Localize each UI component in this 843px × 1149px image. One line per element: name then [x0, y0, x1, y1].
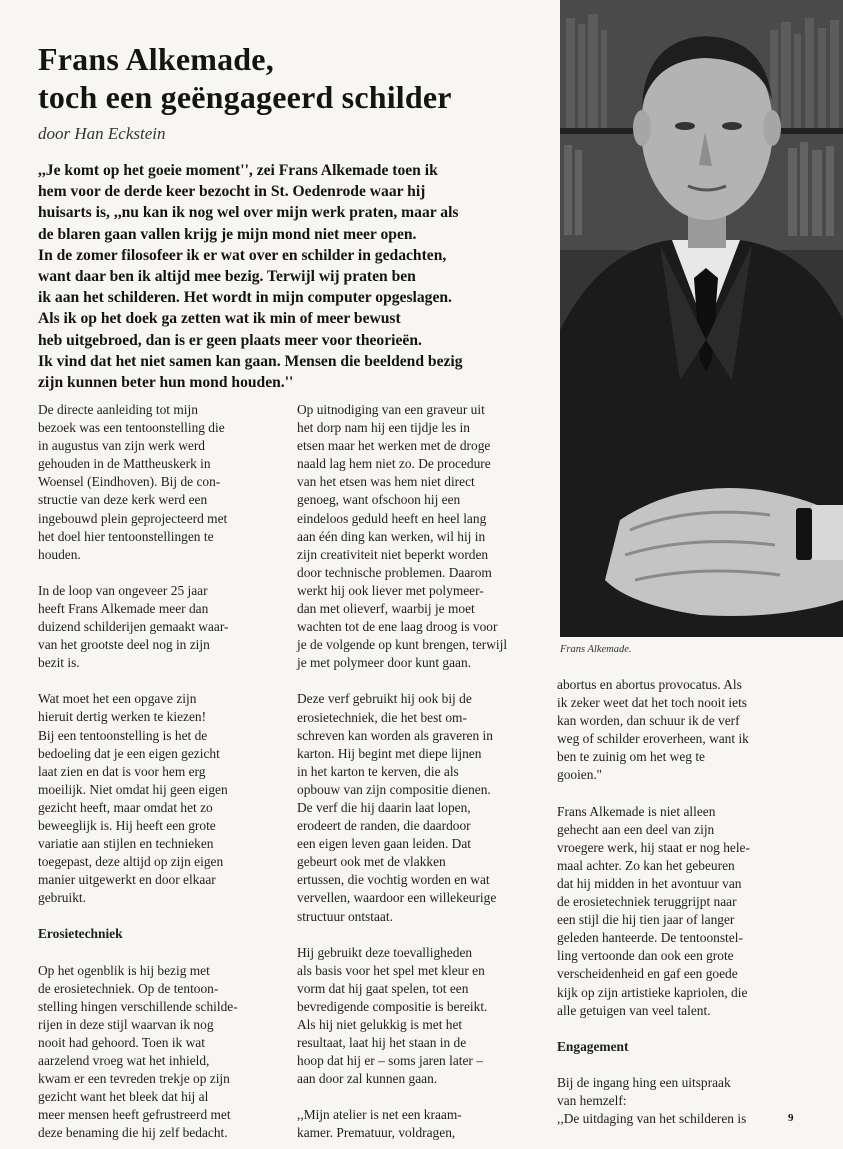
portrait-photo: [560, 0, 843, 637]
text-line: gebruikt.: [38, 890, 86, 906]
byline: door Han Eckstein: [38, 124, 166, 143]
paragraph: [38, 962, 288, 1143]
text-line: hoop dat hij er – soms jaren later –: [297, 1053, 483, 1069]
text-line: opbouw van zijn compositie dienen.: [297, 781, 491, 797]
lead-line: Als ik op het doek ga zetten wat ik min of meer bewust: [38, 310, 401, 328]
text-line: gezicht want het bleek dat hij al: [38, 1089, 209, 1105]
text-line: Deze verf gebruikt hij ook bij de: [297, 691, 472, 707]
text-line: Frans Alkemade is niet alleen: [557, 803, 716, 819]
text-line: aan één ding kan werken, wil hij in: [297, 528, 486, 544]
text-line: bezoek was een tentoonstelling die: [38, 420, 225, 436]
text-line: maal achter. Zo kan het gebeuren: [557, 857, 735, 873]
text-line: het doel hier tentoonstellingen te: [38, 528, 214, 544]
text-line: Wat moet het een opgave zijn: [38, 691, 197, 707]
text-line: Als hij niet gelukkig is met het: [297, 1017, 463, 1032]
text-line: ling vertoonde dan ook een grote: [557, 948, 734, 964]
text-line: geleden hanteerde. De tentoonstel-: [557, 930, 743, 946]
text-line: genoeg, want ofschoon hij een: [297, 492, 461, 508]
text-line: In de loop van ongeveer 25 jaar: [38, 582, 208, 598]
lead-line: hem voor de derde keer bezocht in St. Oedenrode waar hij: [38, 183, 426, 201]
text-line: werkt hij ook liever met polymeer-: [297, 582, 484, 598]
text-line: in augustus van zijn werk werd: [38, 438, 205, 454]
text-line: in het karton te kerven, die als: [297, 763, 459, 779]
photo-caption: Frans Alkemade.: [560, 644, 632, 655]
paragraph: [557, 1074, 837, 1128]
paragraph: [297, 944, 547, 1089]
text-line: gehecht aan een deel van zijn: [557, 821, 715, 837]
paragraph: [297, 401, 547, 672]
text-line: rijen in deze stijl waarvan ik nog: [38, 1016, 214, 1032]
text-line: het dorp nam hij een tijdje les in: [297, 420, 470, 436]
paragraph: [38, 690, 288, 907]
text-line: variatie aan stijlen en technieken: [38, 836, 214, 852]
text-line: de erosietechniek. Op de tentoon-: [38, 980, 219, 996]
text-line: wachten tot de ene laag droog is voor: [297, 619, 498, 635]
text-line: resultaat, laat hij het staan in de: [297, 1035, 467, 1051]
body-column-1: [38, 401, 288, 1142]
text-line: van het etsen was hem niet direct: [297, 474, 475, 490]
text-line: naald lag hem niet zo. De procedure: [297, 456, 491, 472]
text-line: verscheidenheid en gaf een goede: [557, 966, 738, 982]
text-line: alle getuigen van veel talent.: [557, 1002, 711, 1018]
text-line: een stijl die hij tien jaar of langer: [557, 912, 735, 928]
text-line: Op uitnodiging van een graveur uit: [297, 402, 485, 417]
text-line: schreven kan worden als graveren in: [297, 727, 493, 743]
text-line: bedoeling dat je een eigen gezicht: [38, 745, 220, 761]
text-line: etsen maar het werken met de droge: [297, 438, 491, 454]
text-line: Woensel (Eindhoven). Bij de con-: [38, 474, 221, 490]
text-line: Bij de ingang hing een uitspraak: [557, 1074, 731, 1090]
text-line: dat hij midden in het avontuur van: [557, 875, 742, 891]
text-line: de erosietechniek teruggrijpt naar: [557, 894, 737, 910]
text-line: structie van deze kerk werd een: [38, 492, 208, 508]
text-line: van hemzelf:: [557, 1092, 627, 1108]
text-line: nooit had gehoord. Toen ik wat: [38, 1034, 205, 1050]
lead-line: huisarts is, ,,nu kan ik nog wel over mijn werk praten, maar als: [38, 204, 459, 222]
text-line: toegepast, deze altijd op zijn eigen: [38, 854, 224, 870]
text-line: gebeurt ook met de vlakken: [297, 854, 446, 870]
text-line: kamer. Prematuur, voldragen,: [297, 1125, 456, 1141]
text-line: door technische problemen. Daarom: [297, 564, 492, 580]
text-line: ,,De uitdaging van het schilderen is: [557, 1110, 747, 1126]
body-column-2: [297, 401, 547, 1143]
text-line: ben te zuinig om het weg te: [557, 749, 705, 765]
text-line: gehouden in de Mattheuskerk in: [38, 456, 211, 472]
paragraph: [38, 401, 288, 564]
lead-line: de blaren gaan vallen krijg je mijn mond niet meer open.: [38, 225, 417, 243]
text-line: zijn creativiteit niet beperkt worden: [297, 546, 489, 562]
text-line: als basis voor het spel met kleur en: [297, 962, 485, 978]
text-line: ,,Mijn atelier is net een kraam-: [297, 1107, 462, 1123]
text-line: bezit is.: [38, 655, 80, 671]
text-line: heeft Frans Alkemade meer dan: [38, 600, 209, 616]
lead-line: In de zomer filosofeer ik er wat over en schilder in gedachten,: [38, 246, 447, 264]
text-line: ingebouwd plein geprojecteerd met: [38, 510, 228, 526]
text-line: De directe aanleiding tot mijn: [38, 402, 198, 417]
text-line: hieruit dertig werken te kiezen!: [38, 709, 207, 725]
lead-line: ,,Je komt op het goeie moment'', zei Frans Alkemade toen ik: [38, 162, 438, 179]
text-line: abortus en abortus provocatus. Als: [557, 677, 742, 692]
text-line: moeilijk. Niet omdat hij geen eigen: [38, 781, 228, 797]
text-line: Hij gebruikt deze toevalligheden: [297, 944, 473, 960]
page-number: 9: [788, 1112, 794, 1124]
text-line: dan met olieverf, waarbij je moet: [297, 601, 475, 617]
text-line: gezicht heeft, maar omdat het zo: [38, 799, 213, 815]
text-line: je met polymeer door kunt gaan.: [297, 655, 472, 671]
text-line: gooien.'': [557, 767, 602, 783]
section-heading: Engagement: [557, 1038, 629, 1054]
text-line: ertussen, die vochtig worden en wat: [297, 872, 490, 888]
text-line: De verf die hij daarin laat lopen,: [297, 799, 471, 815]
text-line: kwam er een tevreden trekje op zijn: [38, 1071, 230, 1087]
paragraph: [297, 1106, 547, 1142]
text-line: stelling hingen verschillende schilde-: [38, 998, 238, 1014]
text-line: weg of schilder eroverheen, want ik: [557, 731, 749, 747]
text-line: deze benaming die hij zelf bedacht.: [38, 1125, 228, 1141]
text-line: meer mensen heeft gefrustreerd met: [38, 1107, 231, 1123]
text-line: Bij een tentoonstelling is het de: [38, 727, 208, 743]
text-line: kan worden, dan schuur ik de verf: [557, 713, 740, 729]
body-column-3: [557, 676, 837, 1128]
paragraph: [557, 676, 837, 785]
lead-line: want daar ben ik altijd mee bezig. Terwijl wij praten ben: [38, 268, 416, 286]
text-line: laat zien en dat is voor hem erg: [38, 763, 206, 779]
text-line: vorm dat hij gaat spelen, tot een: [297, 980, 469, 996]
text-line: van het grootste deel nog in zijn: [38, 637, 210, 653]
paragraph: [38, 582, 288, 672]
section-heading: Erosietechniek: [38, 926, 123, 942]
text-line: erodeert de randen, die daardoor: [297, 818, 471, 834]
paragraph: [297, 690, 547, 925]
text-line: vroegere werk, hij staat er nog hele-: [557, 839, 750, 855]
lead-line: ik aan het schilderen. Het wordt in mijn computer opgeslagen.: [38, 289, 452, 307]
text-line: bevredigende compositie is bereikt.: [297, 998, 488, 1014]
text-line: erosietechniek, die het best om-: [297, 709, 467, 725]
text-line: kijk op zijn artistieke kapriolen, die: [557, 984, 748, 1000]
lead-line: zijn kunnen beter hun mond houden.'': [38, 374, 294, 392]
text-line: houden.: [38, 546, 81, 562]
text-line: structuur ontstaat.: [297, 908, 393, 924]
lead-line: heb uitgebroed, dan is er geen plaats meer voor theorieën.: [38, 331, 422, 349]
text-line: duizend schilderijen gemaakt waar-: [38, 619, 229, 635]
text-line: beweeglijk is. Hij heeft een grote: [38, 817, 216, 833]
text-line: aan door zal kunnen gaan.: [297, 1071, 438, 1087]
text-line: een eigen leven gaan leiden. Dat: [297, 836, 471, 852]
text-line: ik zeker weet dat het toch nooit iets: [557, 695, 748, 711]
lead-quote: [38, 160, 548, 393]
text-line: je de volgende op kunt brengen, terwijl: [297, 637, 508, 653]
text-line: karton. Hij begint met diepe lijnen: [297, 745, 482, 761]
text-line: eindeloos geduld heeft en heel lang: [297, 510, 487, 526]
portrait-illustration: [560, 0, 843, 637]
text-line: manier uitgewerkt en door elkaar: [38, 872, 216, 888]
lead-line: Ik vind dat het niet samen kan gaan. Mensen die beeldend bezig: [38, 352, 463, 370]
text-line: vervellen, waardoor een willekeurige: [297, 890, 497, 906]
text-line: Op het ogenblik is hij bezig met: [38, 962, 210, 978]
text-line: aarzelend vroeg wat het inhield,: [38, 1053, 210, 1068]
paragraph: [557, 803, 837, 1020]
title-line: toch een geëngageerd schilder: [38, 79, 452, 115]
article-title: [38, 40, 548, 116]
title-line: Frans Alkemade,: [38, 41, 274, 77]
